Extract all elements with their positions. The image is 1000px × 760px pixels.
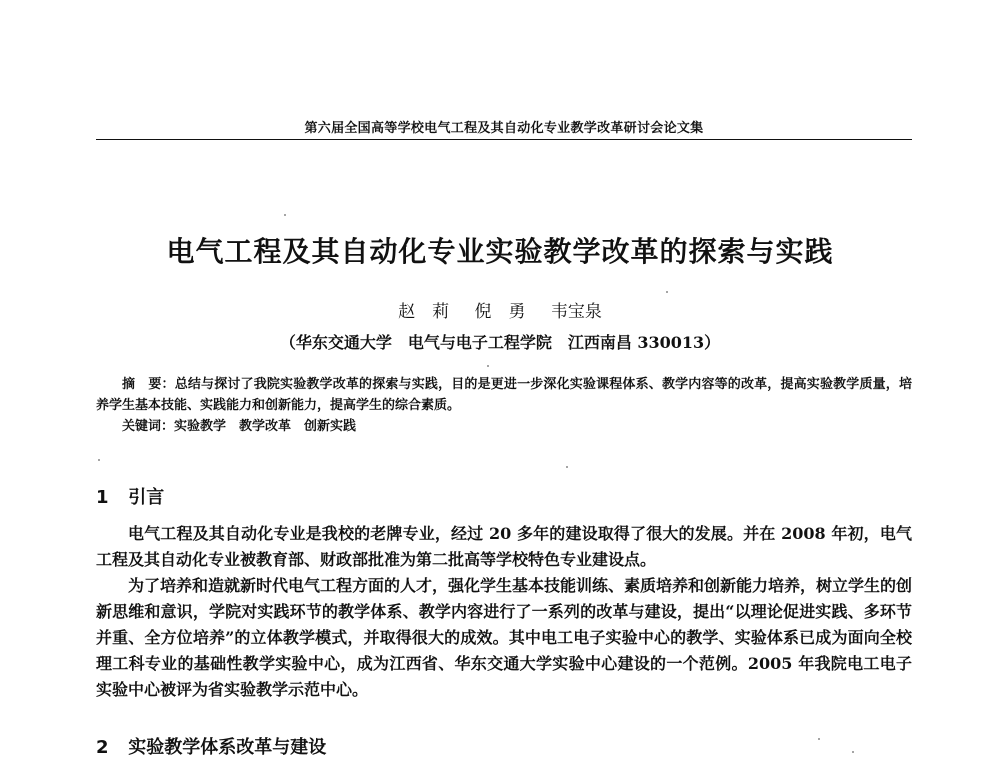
header-rule <box>96 139 912 140</box>
section-title: 实验教学体系改革与建设 <box>128 737 327 758</box>
scan-speck <box>566 466 568 468</box>
scan-speck <box>666 291 668 293</box>
keywords <box>96 416 912 437</box>
section-number: 2 <box>96 737 109 758</box>
section-heading-1 <box>96 483 164 509</box>
section-1-body <box>96 521 912 703</box>
author-list <box>0 297 1000 322</box>
running-header: 第六届全国高等学校电气工程及其自动化专业教学改革研讨会论文集 <box>304 121 704 136</box>
scan-speck <box>98 459 100 461</box>
section-number: 1 <box>96 487 109 508</box>
section-heading-2 <box>96 733 326 759</box>
author-name: 倪 勇 <box>474 302 526 322</box>
abstract <box>96 374 912 416</box>
scan-speck <box>818 738 820 740</box>
scan-speck <box>284 214 286 216</box>
scan-speck <box>487 365 489 367</box>
abstract-paragraph <box>96 374 912 416</box>
body-paragraph: 电气工程及其自动化专业是我校的老牌专业，经过 20 多年的建设取得了很大的发展。并在 2008 年初，电气工程及其自动化专业被教育部、财政部批准为第二批高等学校特色专业建设点。 <box>96 524 912 569</box>
section-title: 引言 <box>128 487 165 508</box>
keywords-label: 关键词： <box>122 419 175 434</box>
author-name: 赵 莉 <box>398 302 450 322</box>
abstract-text: 总结与探讨了我院实验教学改革的探索与实践，目的是更进一步深化实验课程体系、教学内容等的改革，提高实验教学质量，培养学生基本技能、实践能力和创新能力，提高学生的综合素质。 <box>96 377 912 413</box>
keywords-text: 实验教学 教学改革 创新实践 <box>174 419 357 434</box>
author-name: 韦宝泉 <box>550 302 602 322</box>
affiliation: （华东交通大学 电气与电子工程学院 江西南昌 330013） <box>279 333 721 352</box>
paper-title: 电气工程及其自动化专业实验教学改革的探索与实践 <box>166 235 834 268</box>
body-paragraph: 为了培养和造就新时代电气工程方面的人才，强化学生基本技能训练、素质培养和创新能力培养，树立学生的创新思维和意识，学院对实践环节的教学体系、教学内容进行了一系列的改革与建设，提出“以理论促进实践、多环节并重、全方位培养”的立体教学模式，并取得很大的成效。其中电工电子实验中心的教学、实验体系已成为面向全校理工科专业的基础性教学实验中心，成为江西省、华东交通大学实验中心建设的一个范例。2005 年我院电工电子实验中心被评为省实验教学示范中心。 <box>96 576 913 699</box>
scan-speck <box>852 751 854 753</box>
abstract-label: 摘 要： <box>122 377 175 392</box>
